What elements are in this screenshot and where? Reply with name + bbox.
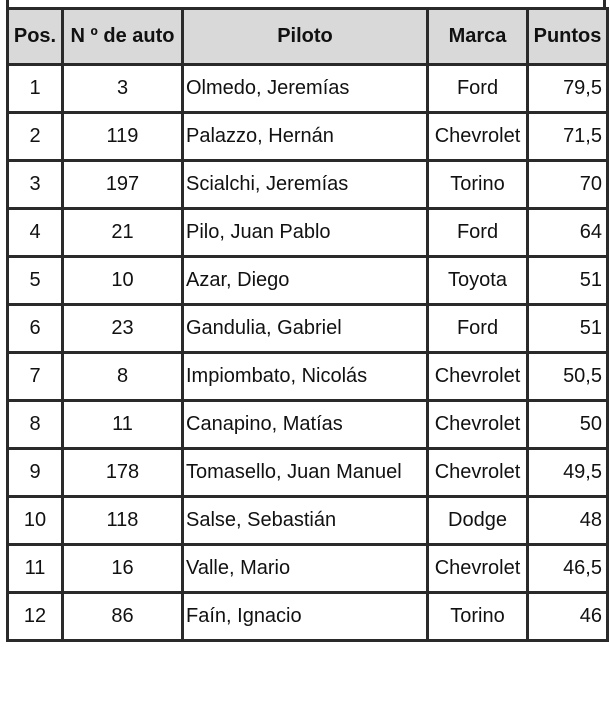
cell-position: 3 <box>8 161 63 209</box>
cell-car-number: 119 <box>63 113 183 161</box>
table-row <box>8 113 608 161</box>
cell-car-number: 16 <box>63 545 183 593</box>
cell-driver: Scialchi, Jeremías <box>183 161 428 209</box>
table-row <box>8 209 608 257</box>
cell-driver: Palazzo, Hernán <box>183 113 428 161</box>
cell-driver: Gandulia, Gabriel <box>183 305 428 353</box>
cell-points: 71,5 <box>528 113 608 161</box>
cell-points: 79,5 <box>528 65 608 113</box>
cell-brand: Torino <box>428 593 528 641</box>
cell-position: 10 <box>8 497 63 545</box>
cell-position: 1 <box>8 65 63 113</box>
cell-car-number: 23 <box>63 305 183 353</box>
cell-position: 8 <box>8 401 63 449</box>
cell-driver: Tomasello, Juan Manuel <box>183 449 428 497</box>
cell-car-number: 8 <box>63 353 183 401</box>
table-row <box>8 305 608 353</box>
table-row <box>8 353 608 401</box>
table-header <box>8 9 608 65</box>
table-row <box>8 257 608 305</box>
cell-brand: Ford <box>428 209 528 257</box>
cell-driver: Impiombato, Nicolás <box>183 353 428 401</box>
cell-brand: Ford <box>428 305 528 353</box>
cell-points: 51 <box>528 305 608 353</box>
standings-table-container <box>6 7 606 642</box>
cell-brand: Chevrolet <box>428 113 528 161</box>
cell-driver: Salse, Sebastián <box>183 497 428 545</box>
cell-position: 11 <box>8 545 63 593</box>
cell-position: 12 <box>8 593 63 641</box>
table-row <box>8 65 608 113</box>
table-row <box>8 401 608 449</box>
table-row <box>8 449 608 497</box>
standings-table <box>6 7 609 642</box>
cell-car-number: 86 <box>63 593 183 641</box>
header-brand: Marca <box>428 9 528 65</box>
cell-brand: Ford <box>428 65 528 113</box>
header-driver: Piloto <box>183 9 428 65</box>
cell-brand: Chevrolet <box>428 449 528 497</box>
cell-car-number: 11 <box>63 401 183 449</box>
cell-driver: Azar, Diego <box>183 257 428 305</box>
cell-car-number: 197 <box>63 161 183 209</box>
cell-points: 64 <box>528 209 608 257</box>
cell-position: 7 <box>8 353 63 401</box>
cell-points: 70 <box>528 161 608 209</box>
cell-position: 6 <box>8 305 63 353</box>
cell-brand: Chevrolet <box>428 353 528 401</box>
cell-points: 50 <box>528 401 608 449</box>
table-top-edge <box>6 0 606 7</box>
cell-position: 2 <box>8 113 63 161</box>
header-points: Puntos <box>528 9 608 65</box>
table-body <box>8 65 608 641</box>
cell-brand: Toyota <box>428 257 528 305</box>
cell-driver: Canapino, Matías <box>183 401 428 449</box>
cell-brand: Dodge <box>428 497 528 545</box>
cell-position: 4 <box>8 209 63 257</box>
header-pos: Pos. <box>8 9 63 65</box>
cell-brand: Chevrolet <box>428 545 528 593</box>
cell-points: 50,5 <box>528 353 608 401</box>
cell-driver: Olmedo, Jeremías <box>183 65 428 113</box>
cell-brand: Torino <box>428 161 528 209</box>
cell-car-number: 118 <box>63 497 183 545</box>
cell-points: 46 <box>528 593 608 641</box>
table-row <box>8 497 608 545</box>
header-car-number: N º de auto <box>63 9 183 65</box>
header-row <box>8 9 608 65</box>
cell-points: 51 <box>528 257 608 305</box>
cell-brand: Chevrolet <box>428 401 528 449</box>
table-row <box>8 545 608 593</box>
cell-points: 48 <box>528 497 608 545</box>
cell-position: 5 <box>8 257 63 305</box>
cell-driver: Valle, Mario <box>183 545 428 593</box>
cell-points: 46,5 <box>528 545 608 593</box>
cell-car-number: 3 <box>63 65 183 113</box>
cell-driver: Faín, Ignacio <box>183 593 428 641</box>
cell-car-number: 21 <box>63 209 183 257</box>
table-row <box>8 161 608 209</box>
cell-car-number: 10 <box>63 257 183 305</box>
cell-car-number: 178 <box>63 449 183 497</box>
cell-driver: Pilo, Juan Pablo <box>183 209 428 257</box>
table-row <box>8 593 608 641</box>
cell-points: 49,5 <box>528 449 608 497</box>
cell-position: 9 <box>8 449 63 497</box>
